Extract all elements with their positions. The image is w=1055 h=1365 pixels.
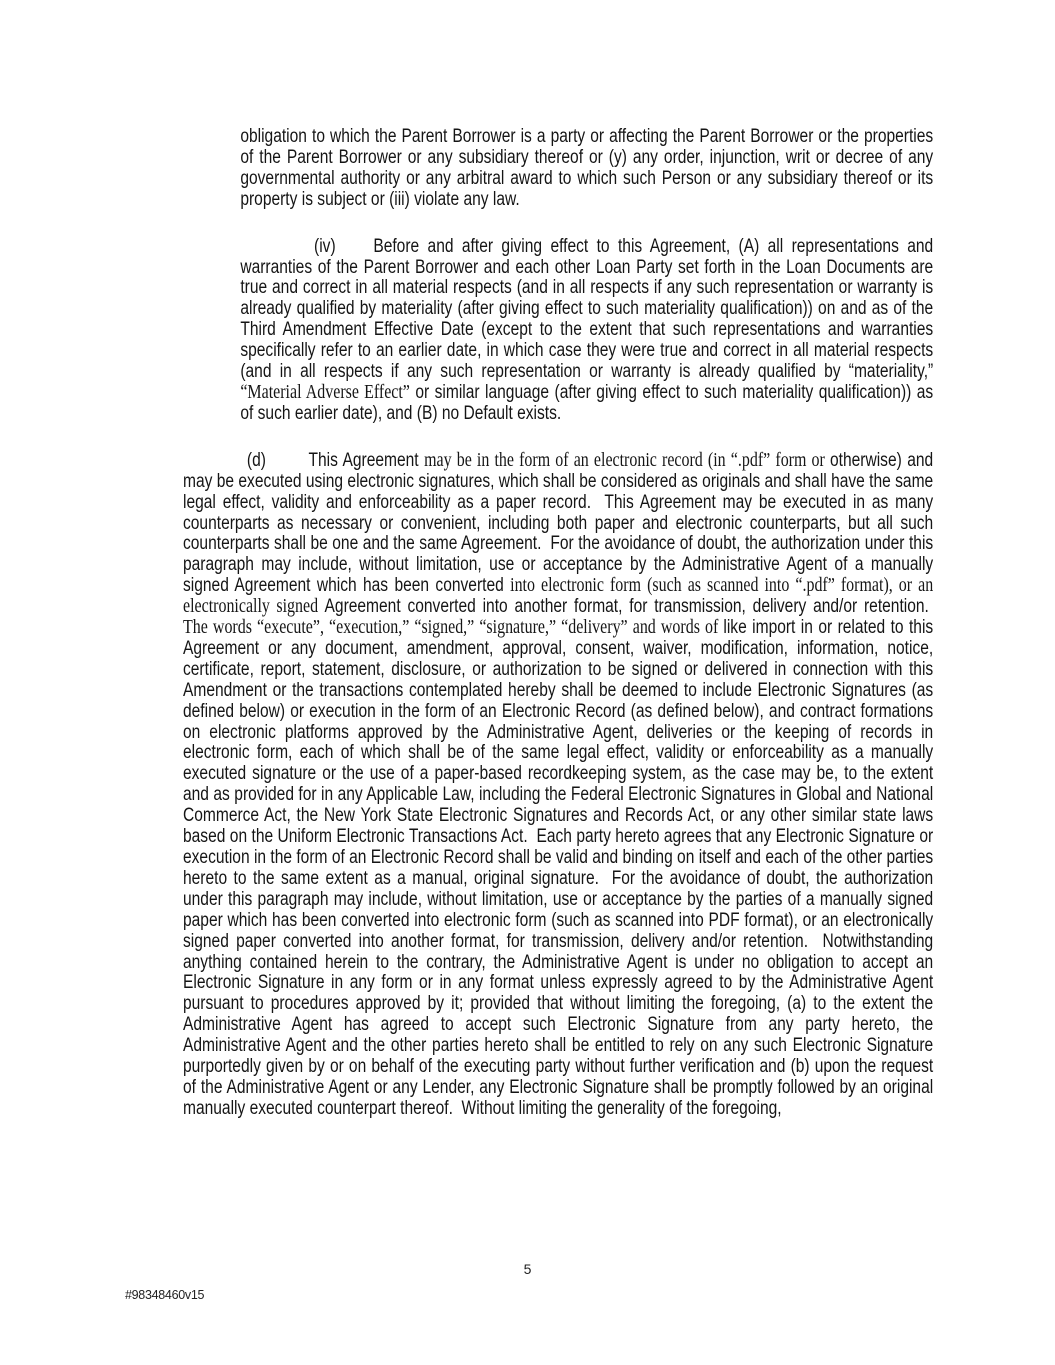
paragraph-iv — [240, 237, 933, 425]
text-run: Agreement converted into another format, for transmission, delivery and/or retention. — [324, 596, 934, 618]
paragraph-d-text — [183, 450, 933, 1119]
document-body — [183, 127, 933, 1120]
paragraph-d — [183, 451, 933, 1120]
text-run: like import in or related to this Agreement or any document, amendment, approval, consent, waiver, modification, information, notice, certificate, report, statement, disclosure, or authorization to be signed or delivered in connection with this Amendment or the transactions contemplated hereby shall be deemed to include Electronic Signatures (as defined below) or execution in the form of an Electronic Record (as defined below), and contract formations on electronic platforms approved by the Administrative Agent, deliveries or the keeping of records in electronic form, each of which shall be of the same legal effect, validity or enforceability as a manually executed signature or the use of a paper-based recordkeeping system, as the case may be, to the extent and as provided for in any Applicable Law, including the Federal Electronic Signatures in Global and National Commerce Act, the New York State Electronic Signatures and Records Act, or any other similar state laws based on the Uniform Electronic Transactions Act. Each party hereto agrees that any Electronic Signature or execution in the form of an Electronic Record shall be valid and binding on itself and each of the other parties hereto to the same extent as a manual, original signature. For the avoidance of doubt, the authorization under this paragraph may include, without limitation, use or acceptance by the parties of a manually signed paper which has been converted into electronic form (such as scanned into PDF format), or an electronically signed paper converted into another format, for transmission, delivery and/or retention. Notwithstanding anything contained herein to the contrary, the Administrative Agent is under no obligation to accept an Electronic Signature in any form or in any format unless expressly agreed to by the Administrative Agent pursuant to procedures approved by it; provided that without limiting the foregoing, (a) to the extent the Administrative Agent has agreed to accept such Electronic Signature from any party hereto, the Administrative Agent and the other parties hereto shall be entitled to rely on any such Electronic Signature purportedly given by or on behalf of the executing party without further verification and (b) upon the request of the Administrative Agent or any Lender, any Electronic Signature shall be promptly followed by an original manually executed counterpart thereof. Without limiting the generality of the foregoing, — [183, 617, 934, 1119]
text-run: obligation to which the Parent Borrower is a party or affecting the Parent Borrower or the properties of the Parent Borrower or any subsidiary thereof or (y) any order, injunction, writ or decree of any governmental authority or any arbitral award to which such Person or any subsidiary thereof or its property is subject or (iii) violate any law. — [240, 126, 934, 210]
text-run: otherwise) and may be executed using electronic signatures, which shall be considered as originals and shall have the same legal effect, validity and enforceability as a paper record. This Agreement may be executed in as many counterparts as necessary or convenient, including both paper and electronic counterparts, but all such counterparts shall be one and the same Agreement. For the avoidance of doubt, the authorization under this paragraph may include, without limitation, use or acceptance by the Administrative Agent of a manually signed Agreement which has been converted — [183, 449, 934, 597]
text-run: The words “execute”, “execution,” “signed,” “signature,” “delivery” and words of — [183, 617, 724, 639]
text-run: into electronic form (such as scanned into “.pdf” format), or an electronically signed — [183, 575, 934, 618]
text-run: may be in the form of an electronic record (in “.pdf” form or — [424, 449, 830, 471]
text-run: This Agreement — [308, 449, 425, 471]
paragraph-iii-continuation — [240, 127, 933, 211]
text-run: “Material Adverse Effect” — [240, 381, 410, 403]
paragraph-iv-label: (iv) — [314, 235, 336, 257]
text-run: or similar language (after giving effect to such materiality qualification)) as of such earlier date), and (B) no Default exists. — [240, 381, 934, 424]
paragraph-iv-text — [240, 236, 933, 424]
paragraph-d-label: (d) — [246, 449, 266, 471]
text-run: Before and after giving effect to this Agreement, (A) all representations and warranties of the Parent Borrower and each other Loan Party set forth in the Loan Documents are true and correct in all material respects (and in all respects if any such representation or warranty is already qualified by materiality (after giving effect to such materiality qualification)) on and as of the Third Amendment Effective Date (except to the extent that such representations and warranties specifically refer to an earlier date, in which case they were true and correct in all material respects (and in all respects if any such representation or warranty is already qualified by “materiality,” — [240, 235, 934, 383]
document-id-footer: #98348460v15 — [125, 1288, 205, 1302]
page-number: 5 — [523, 1261, 532, 1277]
